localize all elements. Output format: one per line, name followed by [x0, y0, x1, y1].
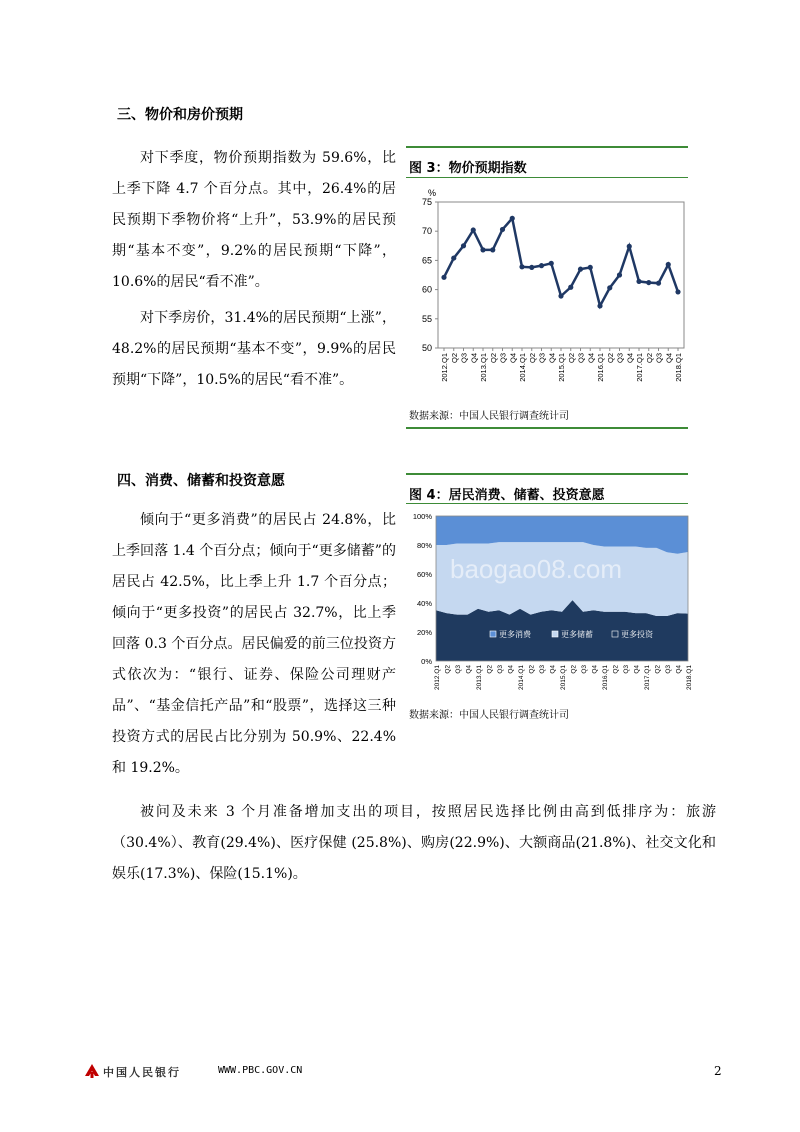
x-tick-label: Q4 — [508, 353, 518, 364]
x-tick-label: Q4 — [633, 665, 641, 674]
x-tick-label: Q4 — [469, 353, 479, 364]
x-tick-label: Q4 — [586, 353, 596, 364]
x-tick-label: 2014.Q1 — [518, 665, 525, 690]
x-tick-label: Q3 — [498, 353, 508, 364]
x-tick-label: Q3 — [497, 665, 504, 674]
data-point — [441, 275, 446, 280]
x-tick-label: Q2 — [654, 665, 662, 674]
x-tick-label: 2013.Q1 — [476, 665, 483, 690]
footer-bank-name: 中国人民银行 — [103, 1066, 181, 1079]
x-tick-label: Q3 — [576, 353, 586, 364]
footer-url[interactable]: WWW.PBC.GOV.CN — [218, 1065, 303, 1076]
x-tick-label: Q2 — [488, 353, 498, 364]
y-tick-label: 60 — [421, 284, 432, 295]
legend-label: 更多投资 — [621, 630, 653, 639]
y-tick-label: 20% — [416, 628, 432, 637]
data-point — [500, 227, 505, 232]
watermark: baogao08.com — [449, 554, 623, 584]
y-tick-label: 80% — [416, 541, 432, 550]
y-tick-label: 0% — [421, 657, 432, 666]
y-tick-label: 100% — [412, 512, 432, 521]
x-tick-label: 2015.Q1 — [560, 665, 567, 690]
x-tick-label: Q3 — [615, 353, 625, 364]
x-tick-label: Q3 — [665, 665, 672, 674]
x-tick-label: Q4 — [664, 353, 674, 364]
y-tick-label: 50 — [421, 343, 432, 353]
x-tick-label: Q4 — [507, 665, 515, 674]
x-tick-label: Q4 — [465, 665, 473, 674]
x-tick-label: Q2 — [570, 665, 578, 674]
legend-label: 更多消费 — [499, 630, 531, 639]
section-4-heading: 四、消费、储蓄和投资意愿 — [117, 473, 285, 489]
section-4-para-1: 倾向于“更多消费”的居民占 24.8%，比上季回落 1.4 个百分点；倾向于“更多储蓄”的居民占 42.5%，比上季上升 1.7 个百分点；倾向于“更多投资”的居民占 32.7%，比上季回落 0.3 个百分点。居民偏爱的前三位投资方式依次为：“银行、证券、保险公司理财产品”、“基金信托产品”和“股票”，选择这三种投资方式的居民占比分别为 50.9%、22.4%和 19.2%。 — [112, 512, 396, 776]
legend-label: 更多储蓄 — [561, 630, 593, 639]
x-tick-label: 2017.Q1 — [644, 665, 651, 690]
figure-3-title-rule — [406, 177, 688, 178]
data-point — [627, 244, 632, 249]
figure-3-bottom-rule — [406, 427, 688, 429]
x-tick-label: 2018.Q1 — [686, 665, 693, 690]
data-point — [607, 285, 612, 290]
data-point — [646, 280, 651, 285]
x-tick-label: Q3 — [537, 353, 547, 364]
x-tick-label: Q4 — [625, 353, 635, 364]
data-point — [636, 279, 641, 284]
figure-4-chart — [406, 508, 693, 704]
data-point — [675, 289, 680, 294]
section-3-para-1: 对下季度，物价预期指数为 59.6%，比上季下降 4.7 个百分点。其中，26.4%的居民预期下季物价将“上升”，53.9%的居民预期“基本不变”，9.2%的居民预期“下降”，10.6%的居民“看不准”。 — [112, 150, 396, 290]
x-tick-label: Q2 — [527, 353, 537, 364]
y-tick-label: 65 — [421, 255, 432, 266]
spending-paragraph-block — [112, 797, 716, 890]
x-tick-label: 2015.Q1 — [557, 353, 566, 382]
x-tick-label: Q2 — [566, 353, 576, 364]
figure-3-top-rule — [406, 146, 688, 148]
section-3-para-2: 对下季房价，31.4%的居民预期“上涨”，48.2%的居民预期“基本不变”，9.9%的居民预期“下降”，10.5%的居民“看不准”。 — [112, 310, 396, 388]
x-tick-label: Q2 — [444, 665, 452, 674]
data-point — [451, 255, 456, 260]
x-tick-label: Q2 — [528, 665, 536, 674]
data-point — [568, 285, 573, 290]
legend-swatch — [552, 631, 558, 637]
spending-paragraph: 被问及未来 3 个月准备增加支出的项目，按照居民选择比例由高到低排序为：旅游（30.4%）、教育(29.4%)、医疗保健 (25.8%)、购房(22.9%)、大额商品(21.8%)、社交文化和娱乐(17.3%)、保险(15.1%)。 — [112, 804, 716, 882]
x-tick-label: Q4 — [549, 665, 557, 674]
data-point — [656, 281, 661, 286]
x-tick-label: Q2 — [605, 353, 615, 364]
x-tick-label: 2016.Q1 — [602, 665, 609, 690]
x-tick-label: Q3 — [623, 665, 630, 674]
x-tick-label: Q2 — [612, 665, 620, 674]
x-tick-label: Q3 — [581, 665, 588, 674]
data-point — [578, 267, 583, 272]
page-number: 2 — [714, 1064, 722, 1078]
x-tick-label: Q2 — [644, 353, 654, 364]
x-tick-label: Q3 — [455, 665, 462, 674]
x-tick-label: Q2 — [486, 665, 494, 674]
x-tick-label: Q3 — [459, 353, 469, 364]
x-tick-label: Q3 — [539, 665, 546, 674]
x-tick-label: Q4 — [547, 353, 557, 364]
data-point — [529, 265, 534, 270]
figure-3-title: 图 3：物价预期指数 — [409, 161, 527, 176]
data-point — [597, 303, 602, 308]
section-3-body — [112, 143, 396, 396]
price-index-line — [444, 218, 678, 306]
data-point — [519, 264, 524, 269]
y-tick-label: 75 — [421, 197, 432, 207]
legend-swatch — [490, 631, 496, 637]
data-point — [480, 247, 485, 252]
section-4-body — [112, 505, 396, 784]
data-point — [617, 272, 622, 277]
data-point — [490, 247, 495, 252]
data-point — [588, 265, 593, 270]
data-point — [471, 227, 476, 232]
x-tick-label: 2012.Q1 — [434, 665, 441, 690]
x-tick-label: 2014.Q1 — [518, 353, 527, 382]
x-tick-label: 2013.Q1 — [479, 353, 488, 382]
y-tick-label: 60% — [416, 570, 432, 579]
y-unit-label: % — [428, 188, 437, 198]
legend-swatch — [612, 631, 618, 637]
data-point — [461, 243, 466, 248]
data-point — [549, 261, 554, 266]
x-tick-label: 2016.Q1 — [596, 353, 605, 382]
x-tick-label: Q4 — [675, 665, 683, 674]
x-tick-label: 2018.Q1 — [674, 353, 683, 382]
y-tick-label: 70 — [421, 226, 432, 237]
figure-3-source: 数据来源：中国人民银行调查统计司 — [409, 411, 569, 422]
y-tick-label: 55 — [421, 313, 432, 324]
x-tick-label: Q2 — [449, 353, 459, 364]
x-tick-label: 2017.Q1 — [635, 353, 644, 382]
pbc-logo-icon — [84, 1063, 100, 1079]
x-tick-label: Q4 — [591, 665, 599, 674]
plot-frame — [438, 202, 684, 348]
figure-4-title: 图 4：居民消费、储蓄、投资意愿 — [409, 488, 605, 503]
data-point — [539, 263, 544, 268]
figure-4-source: 数据来源：中国人民银行调查统计司 — [409, 710, 569, 721]
y-tick-label: 40% — [416, 599, 432, 608]
x-tick-label: 2012.Q1 — [440, 353, 449, 382]
figure-4-title-rule — [406, 503, 688, 504]
data-point — [510, 216, 515, 221]
figure-3-chart — [406, 182, 688, 402]
data-point — [666, 262, 671, 267]
figure-4-top-rule — [406, 473, 688, 475]
data-point — [558, 293, 563, 298]
x-tick-label: Q3 — [654, 353, 664, 364]
section-3-heading: 三、物价和房价预期 — [117, 107, 243, 123]
